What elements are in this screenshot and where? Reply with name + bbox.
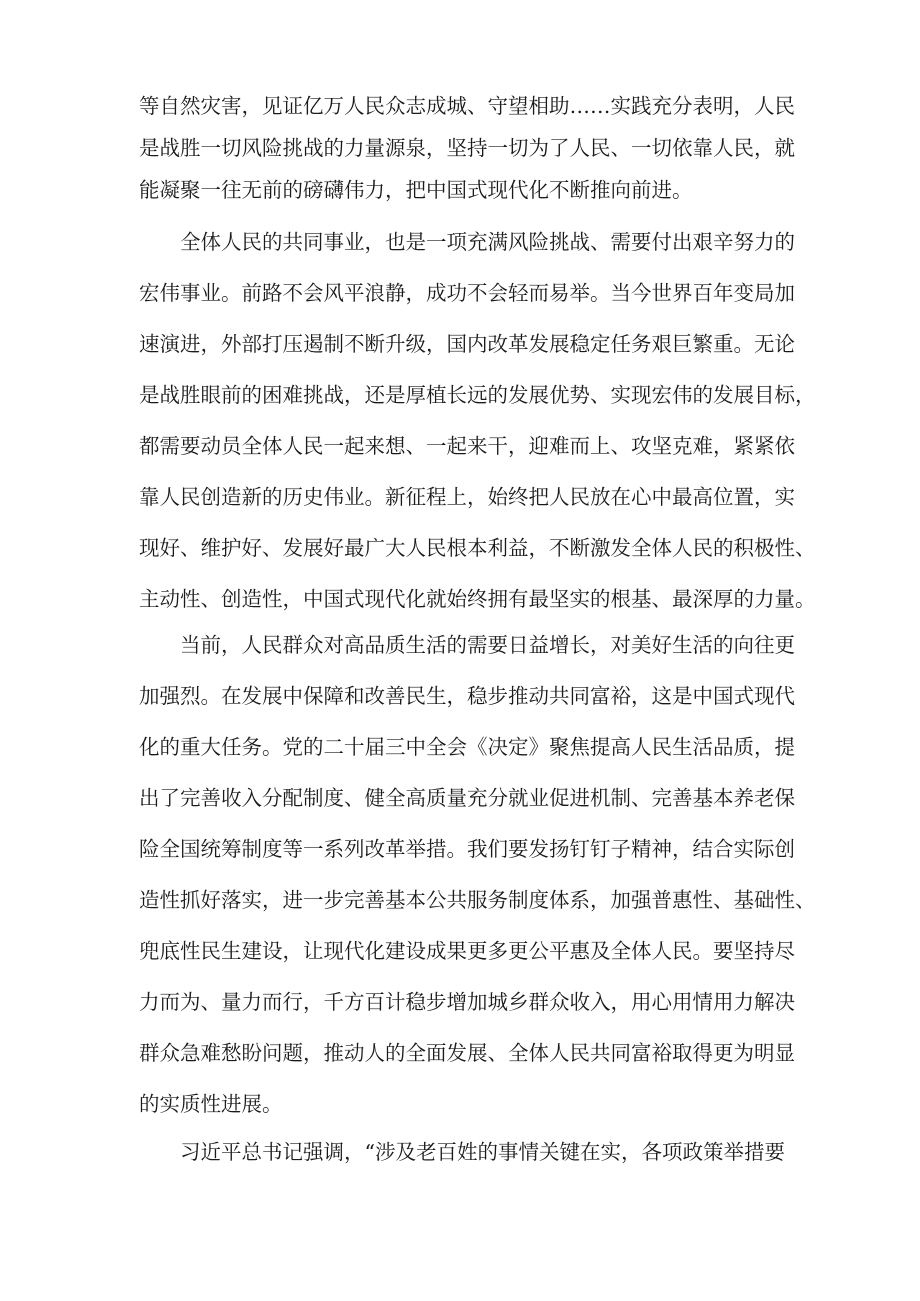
- paragraph-line: 主动性、创造性，中国式现代化就始终拥有最坚实的根基、最深厚的力量。: [139, 587, 816, 611]
- paragraph-1: [139, 94, 795, 202]
- paragraph-line: 险全国统筹制度等一系列改革举措。我们要发扬钉钉子精神，结合实际创: [139, 837, 795, 861]
- paragraph-line: 靠人民创造新的历史伟业。新征程上，始终把人民放在心中最高位置，实: [139, 485, 795, 509]
- paragraph-line: 的实质性进展。: [139, 1092, 283, 1116]
- paragraph-3: [139, 633, 816, 1116]
- paragraph-line: 化的重大任务。党的二十届三中全会《决定》聚焦提高人民生活品质，提: [139, 735, 795, 759]
- paragraph-line: 群众急难愁盼问题，推动人的全面发展、全体人民共同富裕取得更为明显: [139, 1041, 795, 1065]
- paragraph-line: 宏伟事业。前路不会风平浪静，成功不会轻而易举。当今世界百年变局加: [139, 281, 795, 305]
- paragraph-line: 当前，人民群众对高品质生活的需要日益增长，对美好生活的向往更: [180, 633, 795, 657]
- paragraph-2: [139, 230, 816, 611]
- paragraph-line: 是战胜一切风险挑战的力量源泉，坚持一切为了人民、一切依靠人民，就: [139, 136, 795, 160]
- paragraph-line: 都需要动员全体人民一起来想、一起来干，迎难而上、攻坚克难，紧紧依: [139, 434, 795, 458]
- paragraph-line: 造性抓好落实，进一步完善基本公共服务制度体系，加强普惠性、基础性、: [139, 888, 816, 912]
- paragraph-line: 加强烈。在发展中保障和改善民生，稳步推动共同富裕，这是中国式现代: [139, 684, 795, 708]
- paragraph-line: 出了完善收入分配制度、健全高质量充分就业促进机制、完善基本养老保: [139, 786, 795, 810]
- paragraph-line: 是战胜眼前的困难挑战，还是厚植长远的发展优势、实现宏伟的发展目标，: [139, 383, 816, 407]
- paragraph-line: 力而为、量力而行，千方百计稳步增加城乡群众收入，用心用情用力解决: [139, 990, 795, 1014]
- paragraph-4: [139, 1142, 791, 1163]
- paragraph-line: 能凝聚一往无前的磅礴伟力，把中国式现代化不断推向前进。: [139, 178, 693, 202]
- paragraph-line: 习近平总书记强调，“涉及老百姓的事情关键在实，各项政策举措要: [180, 1140, 785, 1164]
- paragraph-line: 速演进，外部打压遏制不断升级，国内改革发展稳定任务艰巨繁重。无论: [139, 332, 795, 356]
- paragraph-line: 现好、维护好、发展好最广大人民根本利益，不断激发全体人民的积极性、: [139, 536, 816, 560]
- paragraph-line: 等自然灾害，见证亿万人民众志成城、守望相助……实践充分表明，人民: [139, 94, 795, 118]
- paragraph-line: 全体人民的共同事业，也是一项充满风险挑战、需要付出艰辛努力的: [180, 230, 795, 254]
- paragraph-line: 兜底性民生建设，让现代化建设成果更多更公平惠及全体人民。要坚持尽: [139, 939, 795, 963]
